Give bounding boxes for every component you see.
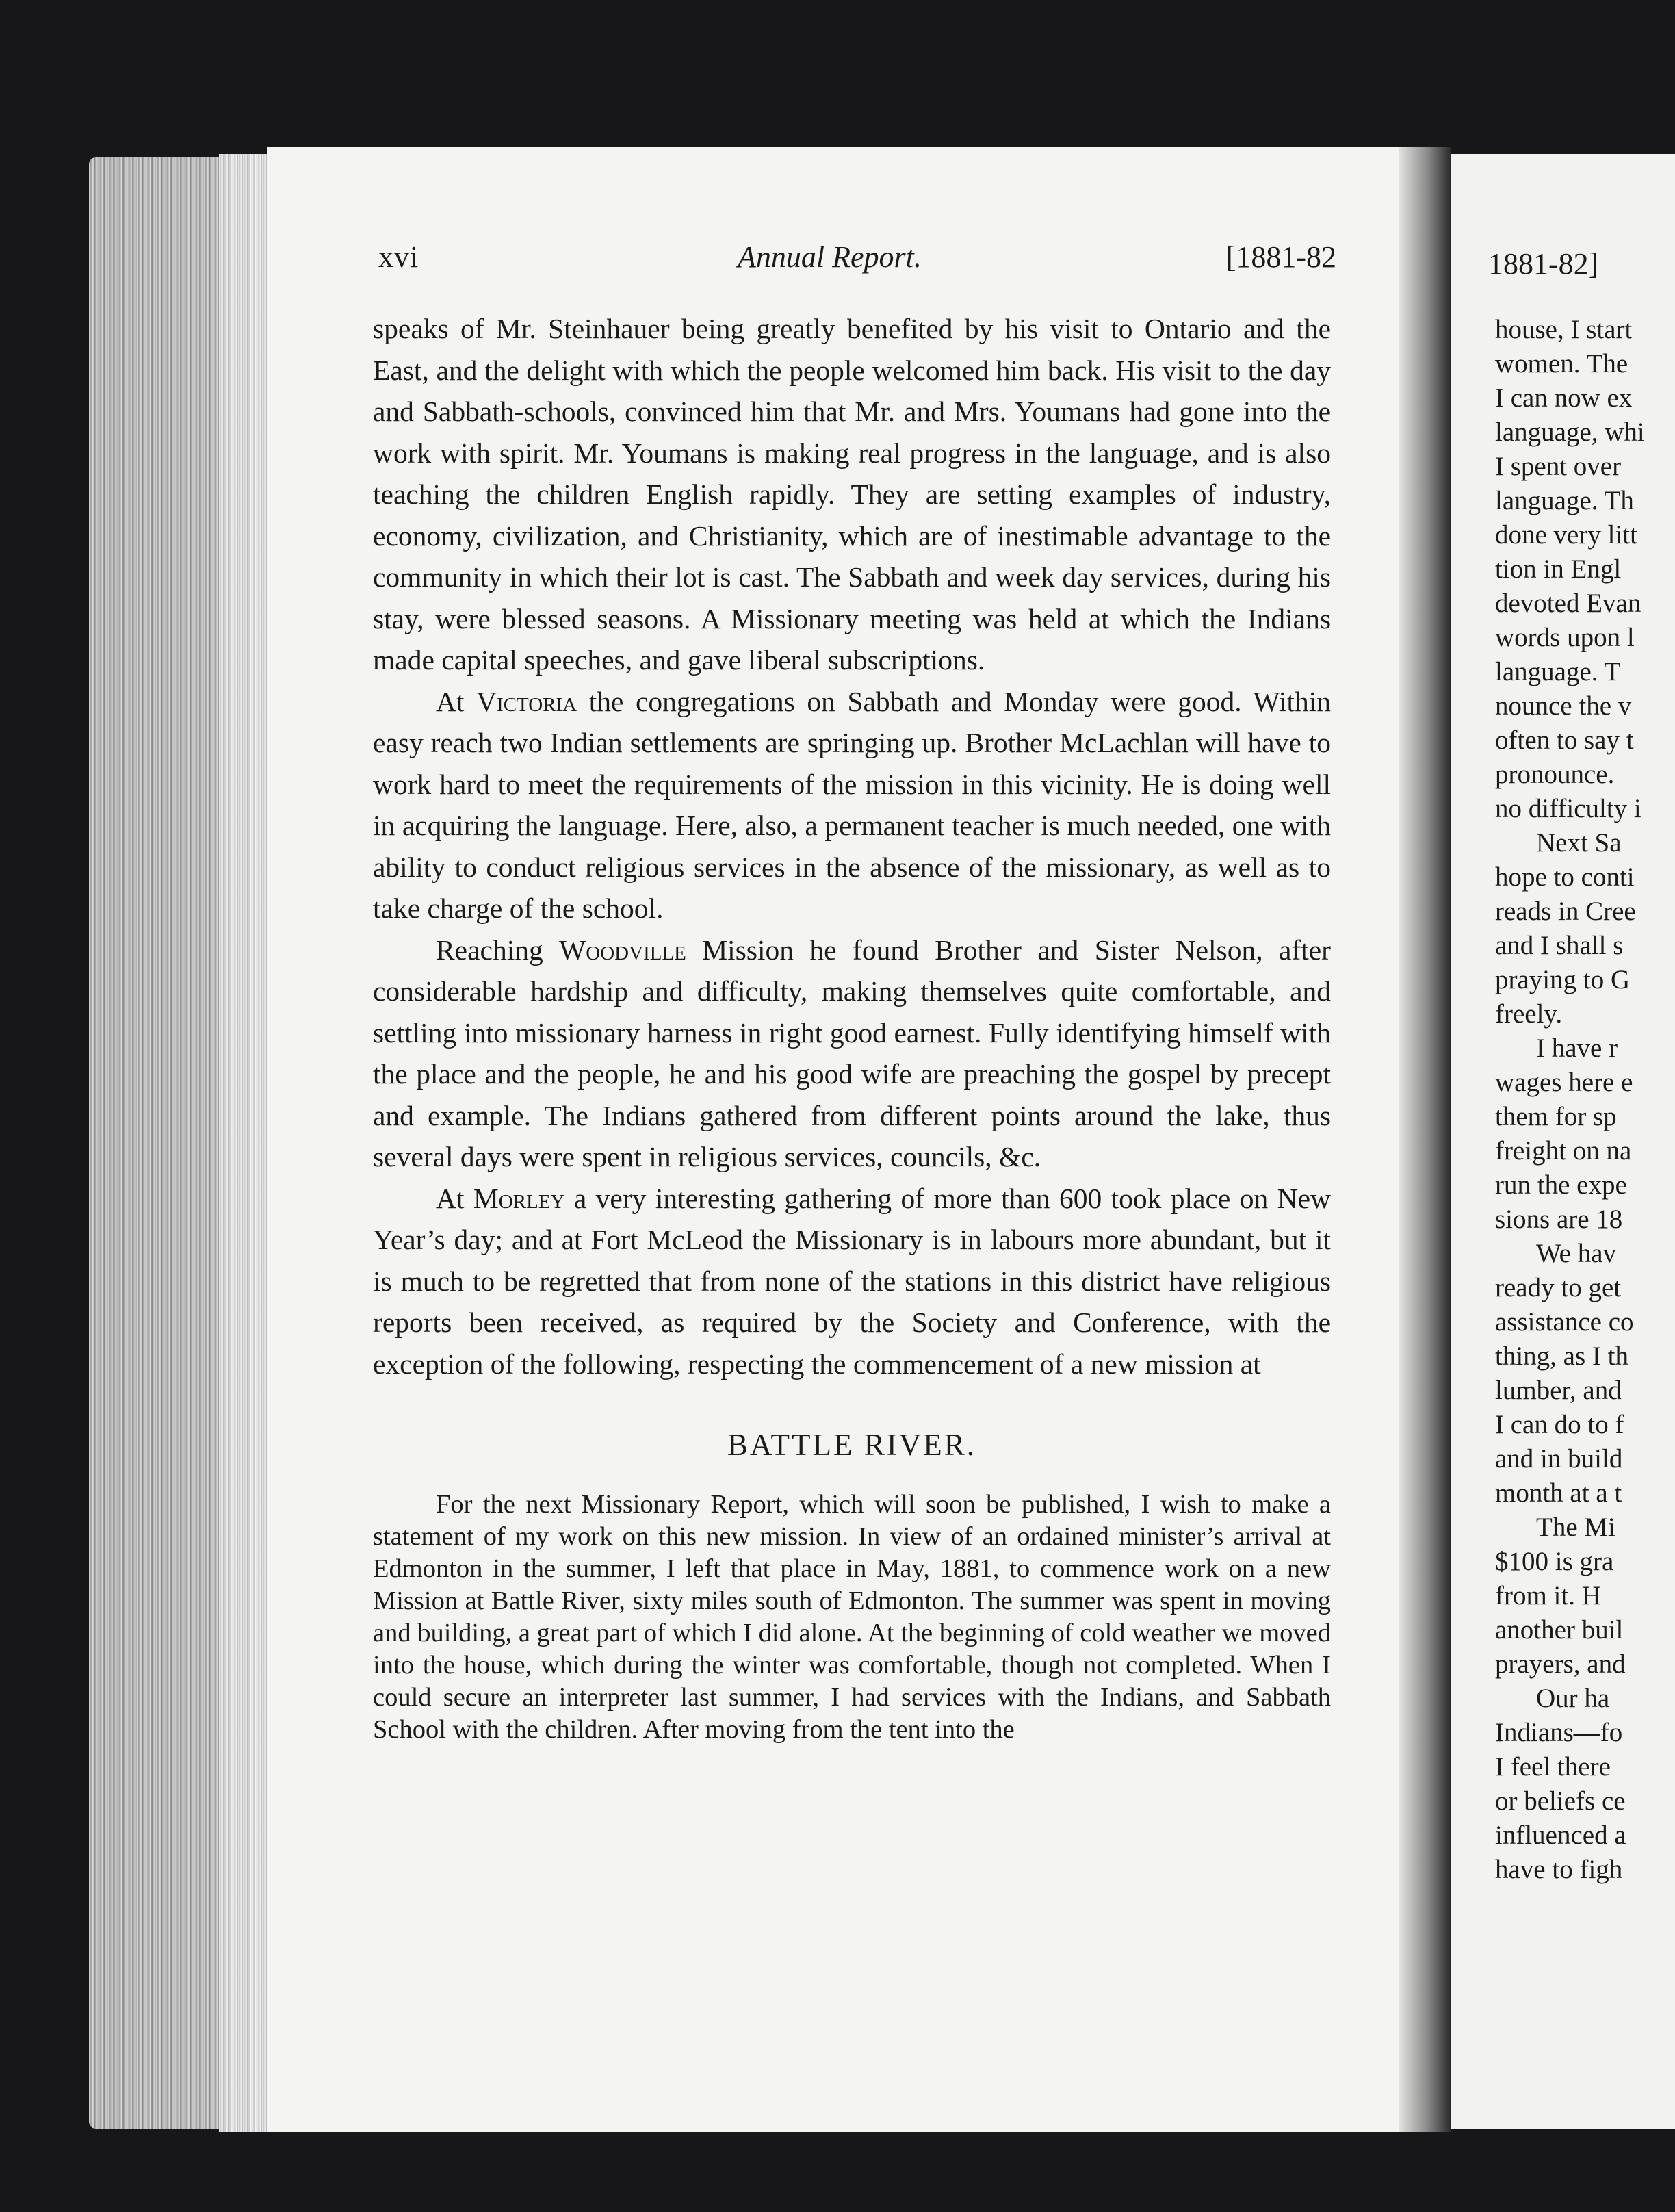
paragraph-text: a very interesting gathering of more than 600 took place on New Year’s day; and at Fort McLeod the Missionary is in labours more abundant, but it is much to be regretted that from none of the stations in this district have religious reports been received, as required by the Society and Conference, with the exception of the following, respecting the commencement of a new mission at <box>373 1182 1332 1380</box>
right-page-line: I can do to f <box>1495 1410 1624 1439</box>
right-page-line: reads in Cree <box>1495 897 1636 926</box>
right-page-line: them for sp <box>1495 1102 1617 1131</box>
right-page-line: tion in Engl <box>1495 554 1622 584</box>
right-page-line: language. T <box>1495 657 1621 686</box>
right-page-line: assistance co <box>1495 1307 1634 1337</box>
right-page-line: words upon l <box>1495 623 1635 652</box>
right-page-line: influenced a <box>1495 1821 1626 1850</box>
place-name: Morley <box>473 1182 565 1214</box>
right-page-line: hope to conti <box>1495 862 1635 892</box>
paragraphs <box>373 308 1331 1385</box>
right-page-line: month at a t <box>1495 1478 1622 1508</box>
right-page-line: freely. <box>1495 999 1563 1029</box>
right-page-line: another buil <box>1495 1615 1624 1645</box>
right-page-line: Our ha <box>1536 1684 1610 1713</box>
right-page-line: The Mi <box>1536 1513 1615 1542</box>
right-page-line: and in build <box>1495 1444 1623 1474</box>
right-page-line: house, I start <box>1495 315 1633 344</box>
left-page <box>267 147 1399 2132</box>
section-heading: BATTLE RIVER. <box>727 1428 976 1462</box>
right-page-lines <box>1495 313 1675 1887</box>
body-text <box>373 308 1331 1746</box>
right-page-line: often to say t <box>1495 725 1634 755</box>
place-name: Victoria <box>476 685 577 717</box>
right-page-line: I spent over <box>1495 452 1622 481</box>
body-paragraph <box>373 681 1331 929</box>
right-page-line: $100 is gra <box>1495 1547 1614 1576</box>
right-page-line: sions are 18 <box>1495 1205 1623 1234</box>
right-page-line: done very litt <box>1495 520 1637 550</box>
right-page-line: and I shall s <box>1495 931 1624 960</box>
letter-paragraph: For the next Missionary Report, which will soon be published, I wish to make a statement of my work on this new mission. In view of an ordained minister’s arrival at Edmonton in the summer, I left that place in May, 1881, to commence work on a new Mission at Battle River, sixty miles south of Edmonton. The summer was spent in moving and building, a great part of which I did alone. At the beginning of cold weather we moved into the house, which during the winter was comfortable, though not completed. When I could secure an interpreter last summer, I had services with the Indians, and Sabbath School with the children. After moving from the tent into the <box>373 1490 1331 1744</box>
right-page-line: women. The <box>1495 349 1628 378</box>
right-page-line: We hav <box>1536 1239 1617 1268</box>
right-page-line: devoted Evan <box>1495 589 1641 618</box>
body-paragraph <box>373 1178 1331 1385</box>
right-page-line: prayers, and <box>1495 1649 1626 1679</box>
right-page-line: I have r <box>1536 1033 1618 1063</box>
running-title: Annual Report. <box>738 240 922 274</box>
right-page-line: Next Sa <box>1536 828 1622 858</box>
right-page <box>1451 154 1675 2129</box>
right-page-line: run the expe <box>1495 1170 1627 1200</box>
place-name: Woodville <box>559 934 686 966</box>
page-folio: xvi <box>378 240 419 274</box>
right-page-line: lumber, and <box>1495 1376 1622 1405</box>
paragraph-text: At <box>436 1182 473 1214</box>
right-page-line: freight on na <box>1495 1136 1632 1166</box>
paragraph-text: Mission he found Brother and Sister Nelson, after considerable hardship and difficulty, making themselves quite comfortable, and settling into missionary harness in right good earnest. Fully identifying himself with the place and the people, he and his good wife are preaching the gospel by precept and example. The Indians gathered from different points around the lake, thus several days were spent in religious services, councils, &c. <box>373 934 1331 1172</box>
book-gutter <box>1399 147 1451 2132</box>
right-page-line: have to figh <box>1495 1855 1623 1884</box>
right-page-line: language. Th <box>1495 486 1634 515</box>
paragraph-text: Reaching <box>436 934 560 966</box>
book-page-edges-inner <box>219 154 267 2132</box>
right-page-line: Indians—fo <box>1495 1718 1623 1747</box>
paragraph-text: speaks of Mr. Steinhauer being greatly benefited by his visit to Ontario and the East, and the delight with which the people welcomed him back. His visit to the day and Sabbath-schools, convinced him that Mr. and Mrs. Youmans had gone into the work with spirit. Mr. Youmans is making real progress in the language, and is also teaching the children English rapidly. They are setting examples of industry, economy, civilization, and Christianity, which are of inestimable advantage to the community in which their lot is cast. The Sabbath and week day services, during his stay, were blessed seasons. A Missionary meeting was held at which the Indians made capital speeches, and gave liberal subscriptions. <box>373 313 1331 676</box>
right-page-line: ready to get <box>1495 1273 1622 1302</box>
running-head <box>378 240 1336 281</box>
right-page-line: thing, as I th <box>1495 1341 1628 1371</box>
body-paragraph <box>373 929 1331 1178</box>
right-page-line: language, whi <box>1495 417 1645 447</box>
right-page-line: or beliefs ce <box>1495 1786 1626 1816</box>
right-page-line: nounce the v <box>1495 691 1632 721</box>
year-range: [1881-82 <box>1225 240 1336 274</box>
right-year-range: 1881-82] <box>1488 247 1599 281</box>
right-page-line: I can now ex <box>1495 383 1633 413</box>
right-page-line: I feel there <box>1495 1752 1611 1782</box>
right-page-line: from it. H <box>1495 1581 1601 1610</box>
right-page-line: pronounce. <box>1495 760 1615 789</box>
body-paragraph <box>373 308 1331 681</box>
right-page-line: wages here e <box>1495 1068 1633 1097</box>
paragraph-text: At <box>436 685 477 717</box>
right-page-line: praying to G <box>1495 965 1631 994</box>
right-page-line: no difficulty i <box>1495 794 1641 823</box>
paragraph-text: the congregations on Sabbath and Monday were good. Within easy reach two Indian settlements are springing up. Brother McLachlan will have to work hard to meet the requirements of the mission in this vicinity. He is doing well in acquiring the language. Here, also, a permanent teacher is much needed, one with ability to conduct religious services in the absence of the missionary, as well as to take charge of the school. <box>373 685 1332 924</box>
